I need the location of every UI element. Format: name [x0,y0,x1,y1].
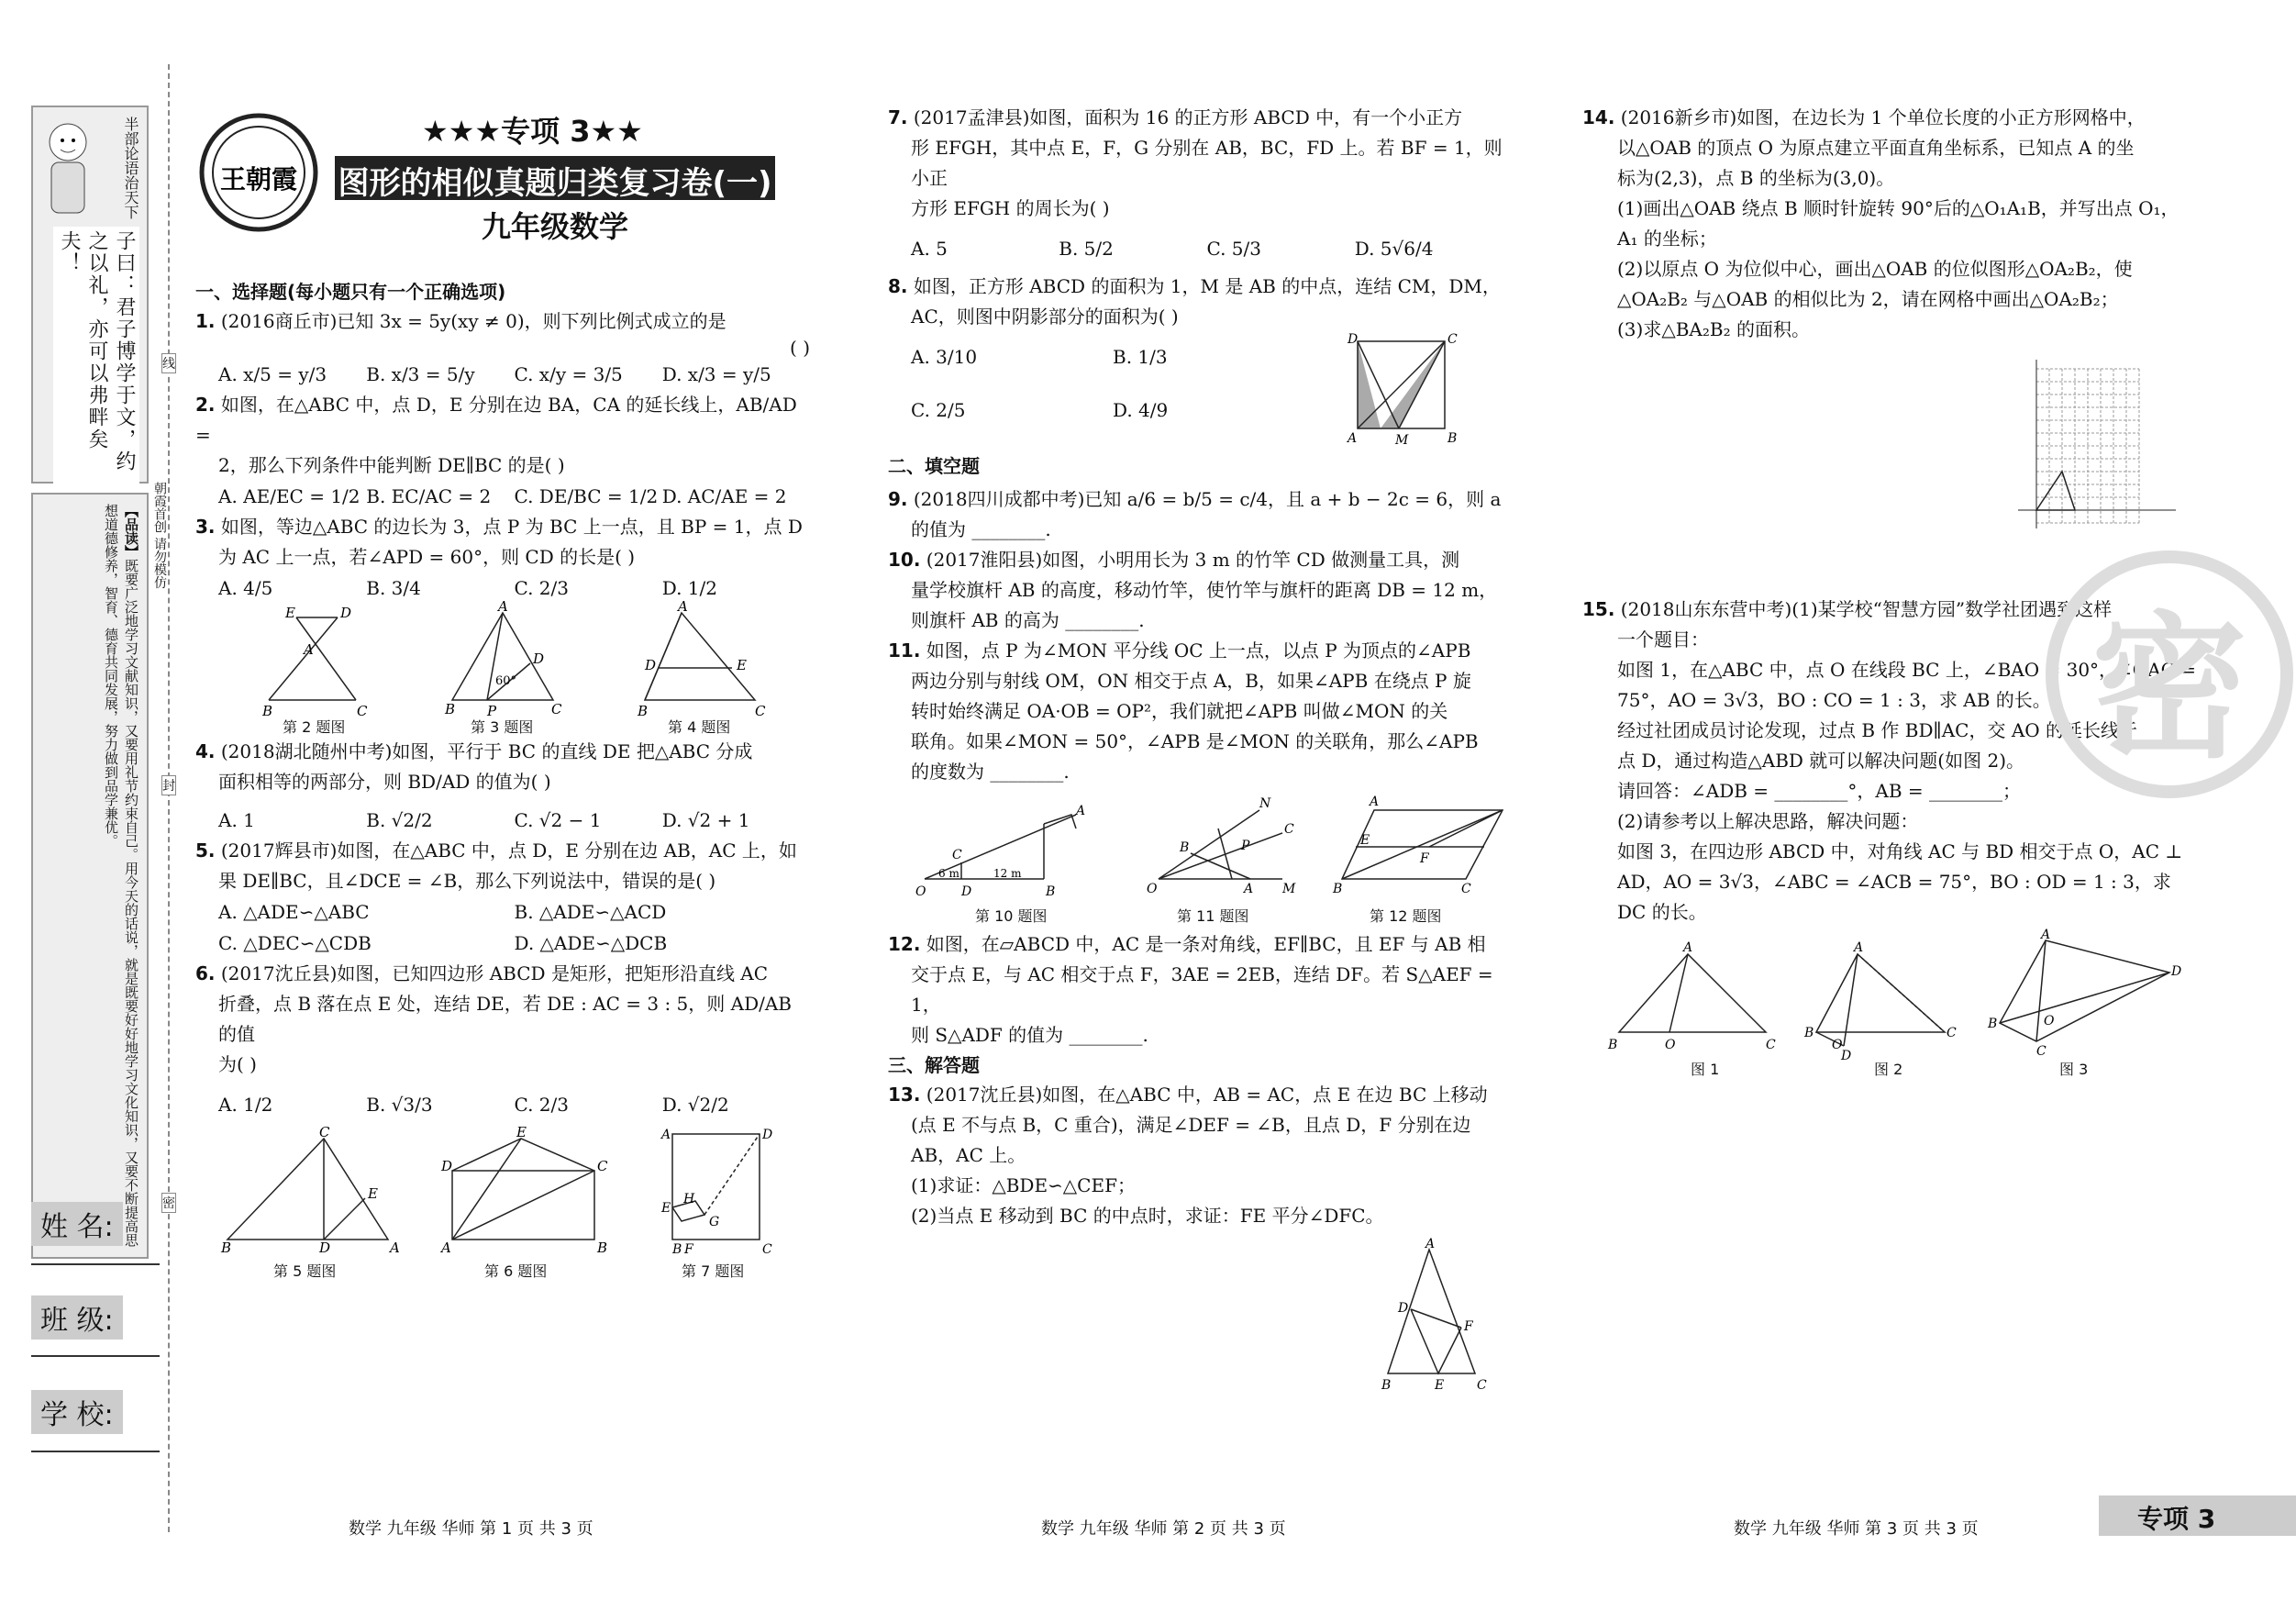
svg-text:D: D [645,657,657,673]
svg-text:A: A [661,1128,671,1142]
side-note: 朝霞首创 请勿模仿 [152,482,167,589]
q10-text2: 量学校旗杆 AB 的高度，移动竹竿，使竹竿与旗杆的距离 DB = 12 m， [911,579,1498,601]
name-field[interactable] [31,1263,160,1265]
q6-text2: 折叠，点 B 落在点 E 处，连结 DE，若 DE : AC = 3 : 5，则 AD/AB 的值 [218,993,792,1045]
svg-text:B: B [672,1242,682,1257]
svg-text:C: C [1947,1026,1957,1040]
angle-label: 60° [495,674,517,688]
triangle-oab [2036,472,2075,510]
cut-line [168,64,170,1532]
label-12m: 12 m [993,867,1022,880]
q15-t4: 75°，AO = 3√3，BO : CO = 1 : 3，求 AB 的长。 [1617,689,2051,711]
svg-text:O: O [915,884,926,899]
top-motto: 半部论语治天下 [122,117,139,219]
q1-paren: ( ) [790,337,810,359]
sidebar [31,106,167,1601]
q11-text2: 两边分别与射线 OM，ON 相交于点 A，B，如果∠APB 在绕点 P 旋 [911,670,1471,692]
q1-options: A. x/5 = y/3 B. x/3 = 5/y C. x/y = 3/5 D. x/3 = y/5 [218,363,771,385]
svg-text:M: M [1282,882,1296,896]
label-6m: 6 m [938,867,959,880]
q8-text: 8. 如图，正方形 ABCD 的面积为 1，M 是 AB 的中点，连结 CM，DM， [888,275,1501,297]
column-1 [195,277,810,1285]
svg-text:D: D [533,650,545,667]
q12-text: 12. 如图，在▱ABCD 中，AC 是一条对角线，EF∥BC，且 EF 与 AB 相 [888,933,1486,955]
svg-text:H: H [683,1192,695,1206]
brand-logo [191,101,327,237]
figures-15 [1582,928,2206,1078]
svg-text:F: F [684,1242,693,1257]
q5-text2: 果 DE∥BC，且∠DCE = ∠B，那么下列说法中，错误的是( ) [218,870,716,892]
q2-text2: 2，那么下列条件中能判断 DE∥BC 的是( ) [218,454,565,476]
caption-f2: 第 2 题图 [283,718,346,736]
caption-f11: 第 11 题图 [1177,907,1249,925]
svg-text:A: A [1348,431,1358,446]
q6-text: 6. (2017沈丘县)如图，已知四边形 ABCD 是矩形，把矩形沿直线 AC [195,962,769,984]
figures-10-12 [888,787,1503,929]
q8-options-b: C. 2/5 D. 4/9 [911,399,1169,421]
q5-options-a: A. △ADE∽△ABC B. △ADE∽△ACD [218,901,667,923]
q15-t11: DC 的长。 [1617,901,1707,923]
q7-text: 7. (2017孟津县)如图，面积为 16 的正方形 ABCD 中，有一个小正方 [888,106,1463,128]
svg-text:O: O [1147,882,1158,896]
svg-text:D: D [340,605,352,621]
figures-5-7 [195,1124,810,1285]
q7-text2: 形 EFGH，其中点 E，F，G 分别在 AB，BC，FD 上。若 BF = 1，则小正 [911,137,1503,189]
q9-text2: 的值为 ________. [911,518,1051,540]
q11-text: 11. 如图，点 P 为∠MON 平分线 OC 上一点，以点 P 为顶点的∠APB [888,639,1471,662]
caption-g1: 图 1 [1691,1061,1720,1078]
q7-text3: 方形 EFGH 的周长为( ) [911,197,1110,219]
svg-text:M: M [1395,433,1409,448]
svg-text:B: B [262,703,273,719]
caption-f7: 第 7 题图 [682,1262,745,1280]
q13-text3: AB，AC 上。 [911,1144,1026,1166]
svg-text:O: O [1665,1038,1676,1052]
q11-text4: 联角。如果∠MON = 50°，∠APB 是∠MON 的关联角，那么∠APB [911,730,1479,752]
q15-text2: 一个题目： [1617,628,1709,650]
q11-text5: 的度数为 ________. [911,761,1070,783]
svg-text:N: N [1259,796,1271,811]
svg-text:A: A [1370,795,1380,809]
q13-part1: (1)求证：△BDE∽△CEF； [911,1174,1136,1196]
q7-options: A. 5 B. 5/2 C. 5/3 D. 5√6/4 [911,238,1434,260]
q15-text: 15. (2018山东东营中考)(1)某学校“智慧方园”数学社团遇到这样 [1582,598,2113,620]
svg-text:A: A [678,598,688,615]
q12-text2: 交于点 E，与 AC 相交于点 F，3AE = 2EB，连结 DF。若 S△AEF = 1， [911,963,1493,1016]
svg-text:C: C [1477,1378,1487,1393]
svg-text:O: O [2044,1014,2055,1028]
svg-text:B: B [1046,884,1056,899]
q5-text: 5. (2017辉县市)如图，在△ABC 中，点 D，E 分别在边 AB，AC 上，如 [195,839,797,862]
q14-part2b: △OA₂B₂ 与△OAB 的相似比为 2，请在网格中画出△OA₂B₂； [1617,288,2119,310]
q15-t3: 如图 1，在△ABC 中，点 O 在线段 BC 上，∠BAO = 30°，∠OAC = [1617,659,2197,681]
q14-part3: (3)求△BA₂B₂ 的面积。 [1617,318,1810,340]
svg-text:E: E [661,1201,671,1216]
q6-text3: 为( ) [218,1053,257,1075]
figure-6 [452,1139,594,1240]
q13-part2: (2)当点 E 移动到 BC 的中点时，求证：FE 平分∠DFC。 [911,1205,1384,1227]
caption-g3: 图 3 [2059,1061,2089,1078]
svg-text:C: C [597,1158,608,1174]
svg-text:A: A [1425,1237,1436,1251]
figures-2-4 [195,598,810,737]
svg-text:D: D [961,884,972,899]
svg-text:A: A [304,641,314,658]
q14-part1: (1)画出△OAB 绕点 B 顺时针旋转 90°后的△O₁A₁B，并写出点 O₁， [1617,197,2180,219]
cut-mark-3: 密 [161,1193,176,1213]
figure-15-1 [1619,954,1766,1032]
svg-text:A: A [390,1240,400,1256]
q2-options: A. AE/EC = 1/2 B. EC/AC = 2 C. DE/BC = 1/2 D. AC/AE = 2 [218,485,787,507]
svg-text:C: C [762,1242,772,1257]
svg-text:E: E [1435,1378,1445,1393]
q12-text3: 则 S△ADF 的值为 ________. [911,1024,1148,1046]
q15-t9: 如图 3，在四边形 ABCD 中，对角线 AC 与 BD 相交于点 O，AC ⊥ [1617,840,2183,862]
q14-text: 14. (2016新乡市)如图，在边长为 1 个单位长度的小正方形网格中， [1582,106,2146,128]
corner-tag: 专项 3 [2137,1504,2216,1534]
svg-text:O: O [1832,1038,1843,1052]
q9-text: 9. (2018四川成都中考)已知 a/6 = b/5 = c/4，且 a + b − 2c = 6，则 a [888,488,1502,510]
section-answer: 三、解答题 [888,1054,980,1076]
svg-text:E: E [285,605,295,621]
column-2 [888,103,1503,1400]
svg-text:A: A [1244,882,1254,896]
q2-text: 2. 如图，在△ABC 中，点 D，E 分别在边 BA，CA 的延长线上，AB/AD = [195,394,797,446]
logo-text: 王朝霞 [219,164,298,195]
topic-label: ★★★专项 3★★ [422,114,643,149]
svg-text:B: B [1180,840,1190,855]
figure-15-3 [2000,940,2169,1041]
q3-text2: 为 AC 上一点，若∠APD = 60°，则 CD 的长是( ) [218,546,636,568]
svg-text:A: A [1854,940,1864,955]
caption-f4: 第 4 题图 [668,718,731,736]
caption-f5: 第 5 题图 [273,1262,337,1280]
svg-text:E: E [1360,833,1370,848]
svg-text:B: B [445,701,456,717]
q3-text: 3. 如图，等边△ABC 的边长为 3，点 P 为 BC 上一点，且 BP = 1，点 D [195,516,803,538]
q4-text: 4. (2018湖北随州中考)如图，平行于 BC 的直线 DE 把△ABC 分成 [195,740,753,762]
q4-options: A. 1 B. √2/2 C. √2 − 1 D. √2 + 1 [218,809,750,831]
school-field[interactable] [31,1451,160,1452]
q13-text2: (点 E 不与点 B，C 重合)，满足∠DEF = ∠B，且点 D，F 分别在边 [911,1114,1471,1136]
svg-text:P: P [487,703,497,719]
svg-text:C: C [1447,332,1458,347]
q10-text: 10. (2017淮阳县)如图，小明用长为 3 m 的竹竿 CD 做测量工具，测 [888,549,1460,571]
figure-15-2 [1816,954,1945,1046]
name-label: 姓 名: [31,1202,160,1246]
footer-page-3: 数学 九年级 华师 第 3 页 共 3 页 [1734,1519,1979,1539]
figure-8 [1344,332,1458,448]
class-label: 班 级: [31,1295,160,1340]
cut-mark-2: 封 [161,775,176,795]
svg-text:B: B [1608,1038,1618,1052]
svg-text:B: B [1988,1017,1998,1031]
page-title: 图形的相似真题归类复习卷(一) [338,165,772,202]
cut-mark-1: 线 [161,353,176,373]
q14-text3: 标为(2,3)，点 B 的坐标为(3,0)。 [1617,167,1895,189]
q10-text3: 则旗杆 AB 的高为 ________. [911,609,1145,631]
svg-text:E: E [368,1185,378,1202]
svg-text:C: C [1766,1038,1776,1052]
q13-text: 13. (2017沈丘县)如图，在△ABC 中，AB = AC，点 E 在边 BC 上移动 [888,1084,1488,1106]
svg-text:D: D [441,1158,453,1174]
svg-text:C: C [2036,1044,2046,1059]
confucius-illustration [40,117,95,217]
svg-text:B: B [638,703,649,719]
footer-page-2: 数学 九年级 华师 第 2 页 共 3 页 [1041,1519,1286,1539]
q15-t5: 经过社团成员讨论发现，过点 B 作 BD∥AC，交 AO 的延长线于 [1617,719,2138,741]
svg-text:A: A [1076,804,1086,818]
svg-text:A: A [2041,928,2051,942]
q15-t6: 点 D，通过构造△ABD 就可以解决问题(如图 2)。 [1617,750,2024,772]
caption-f6: 第 6 题图 [484,1262,548,1280]
svg-text:C: C [1461,882,1471,896]
q14-part2: (2)以原点 O 为位似中心，画出△OAB 的位似图形△OA₂B₂，使 [1617,258,2133,280]
svg-text:A: A [1683,940,1693,955]
school-label: 学 校: [31,1390,160,1434]
svg-text:F: F [1420,851,1429,866]
svg-text:G: G [709,1215,720,1229]
q15-t7: 请回答：∠ADB = ________°，AB = ________； [1617,780,2022,802]
svg-text:A: A [498,598,508,615]
svg-text:B: B [1381,1378,1392,1393]
section-fill: 二、填空题 [888,455,980,477]
caption-g2: 图 2 [1874,1061,1903,1078]
q8-block [888,332,1503,451]
svg-text:E: E [737,657,747,673]
svg-text:C: C [551,701,562,717]
svg-text:C: C [357,703,368,719]
svg-text:D: D [762,1128,773,1142]
figure-group-2 [195,1124,810,1267]
q8-text2: AC，则图中阴影部分的面积为( ) [911,306,1179,328]
q14-text2: 以△OAB 的顶点 O 为原点建立平面直角坐标系，已知点 A 的坐 [1617,137,2135,159]
figure-11 [1159,810,1282,879]
svg-text:D: D [1841,1049,1852,1063]
section-choice: 一、选择题(每小题只有一个正确选项) [195,281,506,303]
caption-f12: 第 12 题图 [1370,907,1442,925]
svg-text:B: B [597,1240,608,1256]
svg-text:B: B [1447,431,1458,446]
svg-text:B: B [221,1240,232,1256]
q15-t8: (2)请参考以上解决思路，解决问题： [1617,810,1919,832]
q11-text3: 转时始终满足 OA·OB = OP²，我们就把∠APB 叫做∠MON 的关 [911,700,1448,722]
figure-14-grid [2000,354,2211,538]
q8-options-a: A. 3/10 B. 1/3 [911,346,1168,368]
svg-text:D: D [1348,332,1359,347]
svg-text:C: C [1284,822,1294,837]
q5-options-b: C. △DEC∽△CDB D. △ADE∽△DCB [218,932,668,954]
confidential-watermark: 密 [2046,550,2293,798]
svg-text:A: A [441,1240,451,1256]
q3-options: A. 4/5 B. 3/4 C. 2/3 D. 1/2 [218,577,717,599]
svg-text:D: D [2171,964,2182,979]
footer-page-1: 数学 九年级 华师 第 1 页 共 3 页 [349,1519,593,1539]
caption-f3: 第 3 题图 [471,718,534,736]
confucius-quote: 子曰：君子博学于文，约之以礼，亦可以弗畔矣夫！ [53,227,139,491]
figure-group-3 [888,787,1503,906]
class-field[interactable] [31,1355,160,1357]
svg-text:B: B [1804,1026,1814,1040]
q4-text2: 面积相等的两部分，则 BD/AD 的值为( ) [218,771,551,793]
figure-13 [1374,1237,1487,1396]
svg-text:C: C [319,1124,330,1140]
q14-part1b: A₁ 的坐标； [1617,228,1717,250]
svg-text:B: B [1333,882,1343,896]
page-subtitle: 九年级数学 [481,209,628,244]
svg-text:C: C [755,703,766,719]
q1-text: 1. (2016商丘市)已知 3x = 5y(xy ≠ 0)，则下列比例式成立的是 [195,310,727,332]
svg-text:D: D [1398,1301,1409,1316]
figure-group-4 [1582,928,2206,1063]
svg-text:F: F [1464,1319,1473,1334]
q6-options: A. 1/2 B. √3/3 C. 2/3 D. √2/2 [218,1094,729,1116]
svg-text:D: D [319,1240,331,1256]
motto-box [31,106,149,484]
pindu-box [31,493,149,1259]
svg-text:C: C [952,848,962,862]
figure-2 [269,617,356,700]
pindu-label: 【品读】 [123,504,139,559]
pindu-text: 既要广泛地学习文献知识，又要用礼节约束自己。用今天的话说，就是既要好好地学习文化知识，又要不断提高思想道德修养，智育、德育共同发展，努力做到品学兼优。 [103,504,139,1247]
svg-text:E: E [516,1124,527,1140]
caption-f10: 第 10 题图 [975,907,1048,925]
q15-t10: AD，AO = 3√3，∠ABC = ∠ACB = 75°，BO : OD = 1 : 3，求 [1617,871,2171,893]
figure-5 [227,1139,388,1240]
svg-text:P: P [1241,839,1250,853]
